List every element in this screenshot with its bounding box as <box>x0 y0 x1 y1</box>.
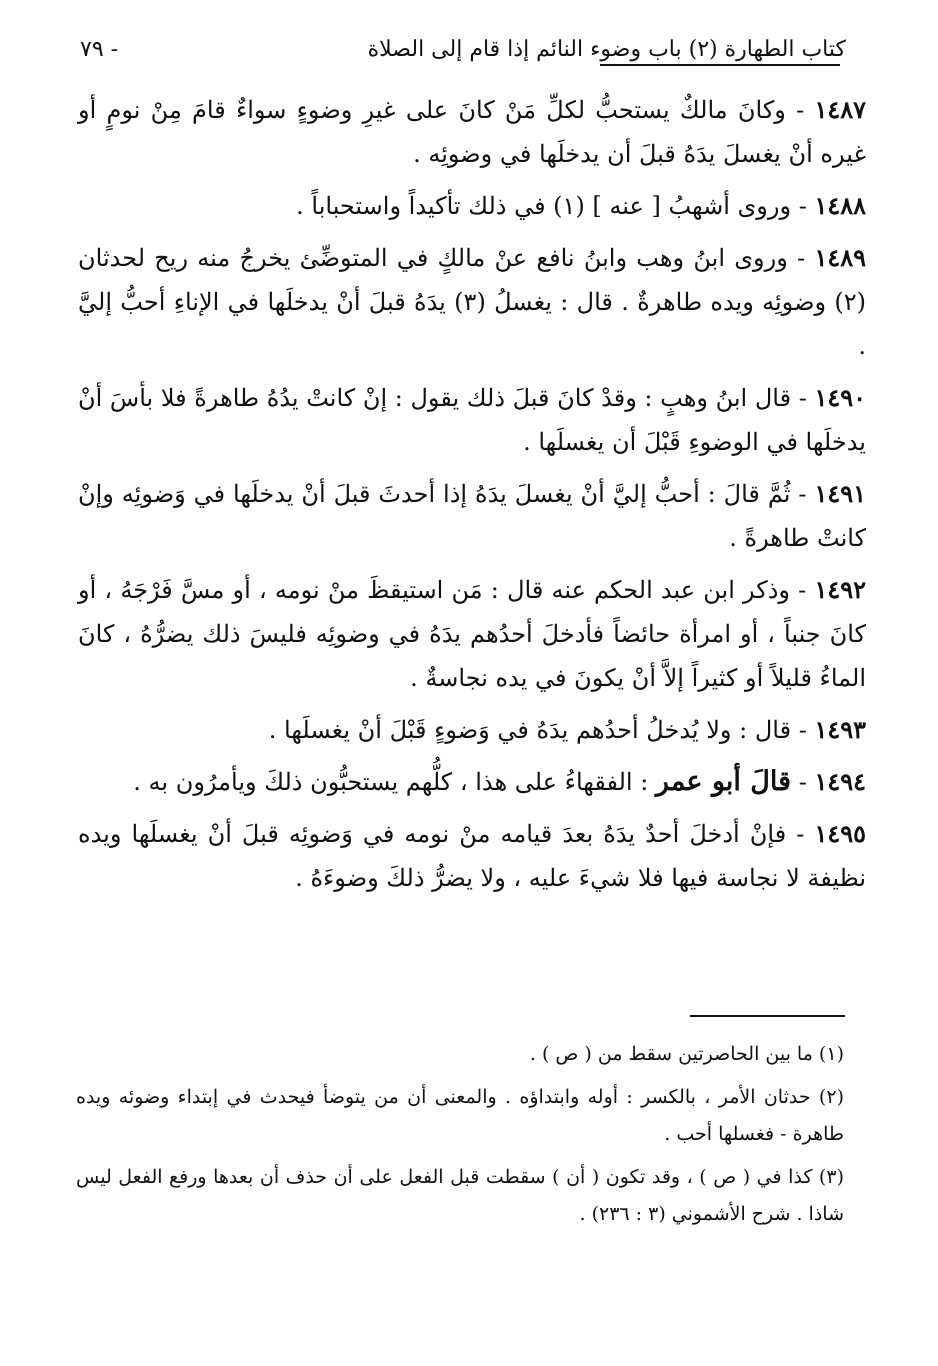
paragraph-number: ١٤٩٢ <box>814 575 866 604</box>
running-title: كتاب الطهارة (٢) باب وضوء النائم إذا قام إلى الصلاة <box>367 37 846 62</box>
footnote-1: (١) ما بين الحاصرتين سقط من ( ص ) . <box>529 1043 844 1065</box>
paragraph-text: - قال ابنُ وهبٍ : وقدْ كانَ قبلَ ذلك يقول : إنْ كانتْ يدُهُ طاهرةً فلا بأسَ أنْ يدخلَها في الوضوءِ قَبْلَ أن يغسلَها . <box>77 384 866 456</box>
paragraph-number: ١٤٩٤ <box>814 767 866 796</box>
paragraph-text: - وروى ابنُ وهب وابنُ نافع عنْ مالكٍ في المتوضِّئ يخرجُ منه ريح لحدثان (٢) وضوئِه ويده طاهرةٌ . قال : يغسلُ (٣) يدَهُ قبلَ أنْ يدخلَها في الإناءِ أحبُّ إليَّ . <box>78 244 866 360</box>
paragraph-number: ١٤٩٠ <box>814 383 866 412</box>
paragraph-text: : الفقهاءُ على هذا ، كلُّهم يستحبُّون ذلكَ ويأمرُون به . <box>133 768 656 796</box>
footnote-2: (٢) حدثان الأمر ، بالكسر : أوله وابتداؤه . والمعنى أن من يتوضأ فيحدث في إبتداء وضوئه ويده طاهرة - فغسلها أحب . <box>76 1086 844 1145</box>
paragraph-1491 <box>78 472 866 560</box>
paragraph-number: ١٤٨٩ <box>814 243 866 272</box>
paragraph-text: - وكانَ مالكٌ يستحبُّ لكلِّ مَنْ كانَ على غيرِ وضوءٍ سواءٌ قامَ مِنْ نومٍ أو غيره أنْ يغسلَ يدَهُ قبلَ أن يدخلَها في وضوئِه . <box>78 96 866 168</box>
paragraph-text: - ثُمَّ قالَ : أحبُّ إليَّ أنْ يغسلَ يدَهُ إذا أحدثَ قبلَ أنْ يدخلَها في وَضوئِه وإنْ كانتْ طاهرةً . <box>78 480 866 552</box>
paragraph-1490 <box>78 376 866 464</box>
header-rule <box>600 64 840 66</box>
paragraph-text: - وروى أشهبُ [ عنه ] (١) في ذلك تأكيداً واستحباباً . <box>296 192 815 220</box>
paragraph-1493 <box>78 708 866 752</box>
footnote-rule <box>690 1015 845 1017</box>
paragraph-number: ١٤٨٧ <box>814 95 866 124</box>
paragraph-number: ١٤٩٣ <box>814 715 866 744</box>
paragraph-number: ١٤٩١ <box>814 479 866 508</box>
paragraph-number: ١٤٨٨ <box>814 191 866 220</box>
main-text <box>78 88 866 908</box>
paragraph-number: ١٤٩٥ <box>814 819 866 848</box>
footnote-3: (٣) كذا في ( ص ) ، وقد تكون ( أن ) سقطت قبل الفعل على أن حذف أن بعدها ورفع الفعل ليس شاذا . شرح الأشموني (٣ : ٢٣٦) . <box>76 1166 844 1225</box>
page-number: - ٧٩ <box>80 37 119 62</box>
paragraph-text: - قال : ولا يُدخلُ أحدُهم يدَهُ في وَضوءٍ قَبْلَ أنْ يغسلَها . <box>268 716 815 744</box>
paragraph-1494: ١٤٩٤ - قالَ أبو عمر : الفقهاءُ على هذا ، كلُّهم يستحبُّون ذلكَ ويأمرُون به . <box>133 766 866 797</box>
paragraph-1492 <box>78 568 866 700</box>
paragraph-1487 <box>78 88 866 176</box>
paragraph-speaker: قالَ أبو عمر <box>655 766 792 797</box>
footnotes <box>76 1036 844 1239</box>
paragraph-1489 <box>78 236 866 368</box>
paragraph-text: - فإنْ أدخلَ أحدٌ يدَهُ بعدَ قيامه منْ نومه في وَضوئِه قبلَ أنْ يغسلَها ويده نظيفة لا نجاسة فيها فلا شيءَ عليه ، ولا يضرُّ ذلكَ وضوءَهُ . <box>78 820 866 892</box>
paragraph-1488 <box>78 184 866 228</box>
paragraph-text: - وذكر ابن عبد الحكم عنه قال : مَن استيقظَ منْ نومه ، أو مسَّ فَرْجَهُ ، أو كانَ جنباً ، أو امرأة حائضاً فأدخلَ أحدُهم يدَهُ في وضوئِه فليسَ ذلك يضرُّهُ ، كانَ الماءُ قليلاً أو كثيراً إلاَّ أنْ يكونَ في يده نجاسةٌ . <box>78 576 866 692</box>
paragraph-1495 <box>78 812 866 900</box>
